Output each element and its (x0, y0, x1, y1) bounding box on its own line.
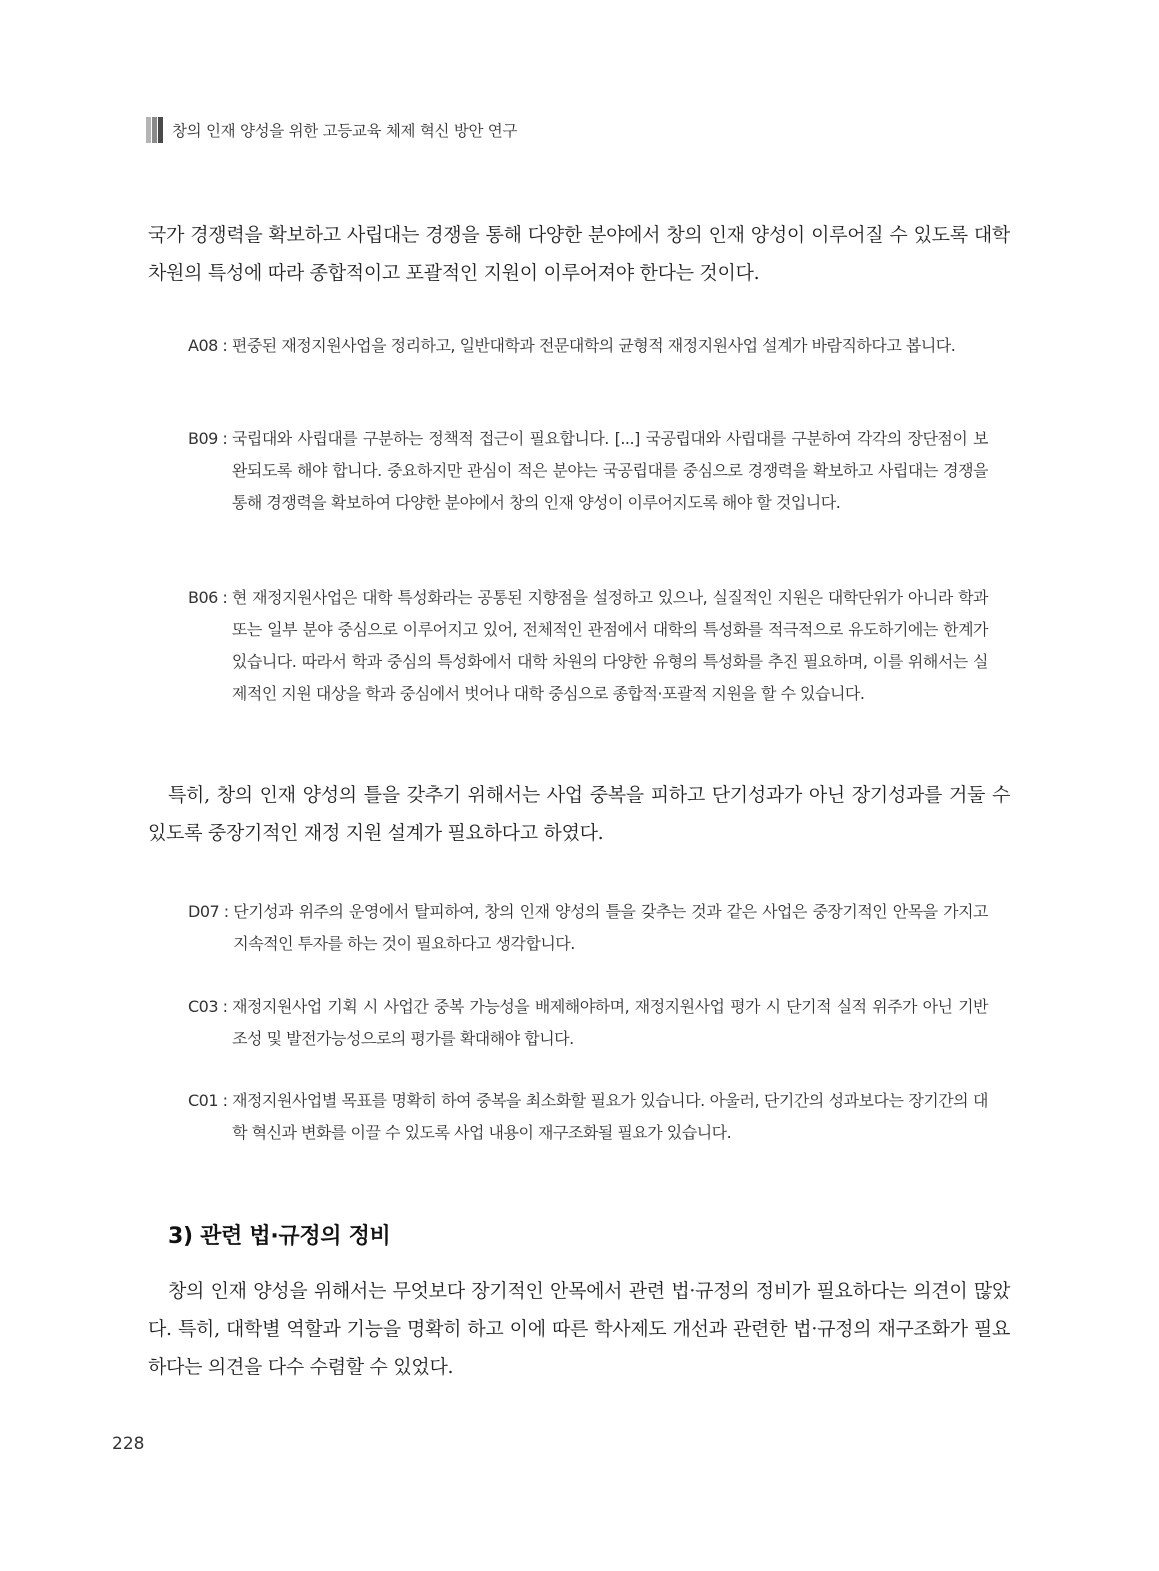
quote-text: 현 재정지원사업은 대학 특성화라는 공통된 지향점을 설정하고 있으나, 실질적인 지원은 대학단위가 아니라 학과 또는 일부 분야 중심으로 이루어지고 있어, 전체적인 관점에서 대학의 특성화를 적극적으로 유도하기에는 한계가 있습니다. 따라서 학과 중심의 특성화에서 대학 차원의 다양한 유형의 특성화를 추진 필요하며, 이를 위해서는 실제적인 지원 대상을 학과 중심에서 벗어나 대학 중심으로 종합적·포괄적 지원을 할 수 있습니다. (231, 588, 988, 703)
header-bars-decoration (146, 117, 164, 143)
header-bar (152, 117, 157, 143)
interview-quote (188, 991, 988, 1055)
body-paragraph: 특히, 창의 인재 양성의 틀을 갖추기 위해서는 사업 중복을 피하고 단기성과가 아닌 장기성과를 거둘 수 있도록 중장기적인 재정 지원 설계가 필요하다고 하였다. (148, 784, 1010, 844)
quote-separator: : (218, 1091, 233, 1110)
interview-quote (188, 330, 988, 362)
section-heading: 3) 관련 법·규정의 정비 (168, 1224, 391, 1249)
respondent-code: C01 (188, 1091, 219, 1110)
quote-text: 편중된 재정지원사업을 정리하고, 일반대학과 전문대학의 균형적 재정지원사업 설계가 바람직하다고 봅니다. (231, 336, 956, 355)
interview-quote (188, 582, 988, 710)
running-header-title: 창의 인재 양성을 위한 고등교육 체제 혁신 방안 연구 (172, 122, 518, 140)
respondent-code: B09 (188, 429, 218, 448)
body-paragraph: 국가 경쟁력을 확보하고 사립대는 경쟁을 통해 다양한 분야에서 창의 인재 양성이 이루어질 수 있도록 대학 차원의 특성에 따라 종합적이고 포괄적인 지원이 이루어져야 한다는 것이다. (148, 224, 1010, 284)
running-header (146, 117, 517, 143)
interview-quote (188, 896, 988, 960)
respondent-code: D07 (188, 902, 220, 921)
page-number: 228 (112, 1434, 145, 1454)
quote-text: 재정지원사업 기획 시 사업간 중복 가능성을 배제해야하며, 재정지원사업 평가 시 단기적 실적 위주가 아닌 기반 조성 및 발전가능성으로의 평가를 확대해야 합니다. (232, 997, 988, 1048)
header-bar (158, 117, 163, 143)
interview-quote (188, 423, 988, 519)
header-bar (146, 117, 151, 143)
quote-separator: : (217, 429, 232, 448)
body-paragraph: 창의 인재 양성을 위해서는 무엇보다 장기적인 안목에서 관련 법·규정의 정비가 필요하다는 의견이 많았다. 특히, 대학별 역할과 기능을 명확히 하고 이에 따른 학사제도 개선과 관련한 법·규정의 재구조화가 필요하다는 의견을 다수 수렴할 수 있었다. (148, 1280, 1010, 1378)
respondent-code: B06 (188, 588, 218, 607)
quote-separator: : (217, 588, 232, 607)
quote-text: 재정지원사업별 목표를 명확히 하여 중복을 최소화할 필요가 있습니다. 아울러, 단기간의 성과보다는 장기간의 대학 혁신과 변화를 이끌 수 있도록 사업 내용이 재구조화될 필요가 있습니다. (232, 1091, 988, 1142)
quote-separator: : (217, 336, 232, 355)
interview-quote (188, 1085, 988, 1149)
quote-separator: : (219, 902, 234, 921)
quote-text: 단기성과 위주의 운영에서 탈피하여, 창의 인재 양성의 틀을 갖추는 것과 같은 사업은 중장기적인 안목을 가지고 지속적인 투자를 하는 것이 필요하다고 생각합니다. (233, 902, 988, 953)
respondent-code: C03 (188, 997, 219, 1016)
quote-separator: : (218, 997, 233, 1016)
quote-text: 국립대와 사립대를 구분하는 정책적 접근이 필요합니다. [...] 국공립대와 사립대를 구분하여 각각의 장단점이 보완되도록 해야 합니다. 중요하지만 관심이 적은 분야는 국공립대를 중심으로 경쟁력을 확보하고 사립대는 경쟁을 통해 경쟁력을 확보하여 다양한 분야에서 창의 인재 양성이 이루어지도록 해야 할 것입니다. (231, 429, 988, 512)
respondent-code: A08 (188, 336, 218, 355)
